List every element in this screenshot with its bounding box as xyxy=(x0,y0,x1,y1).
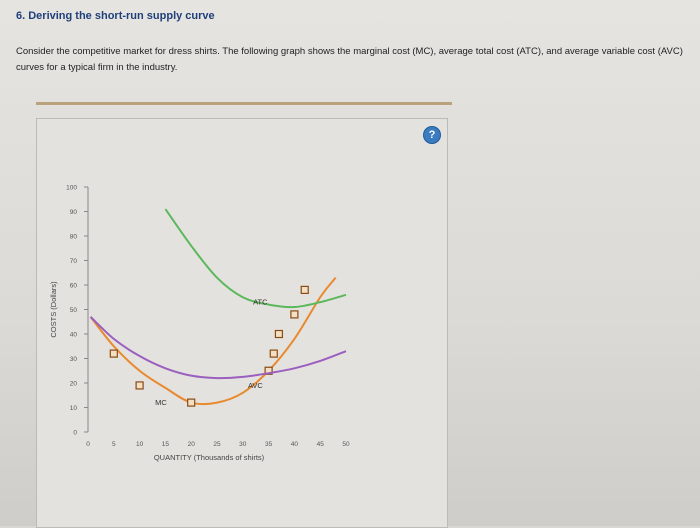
y-tick-label: 100 xyxy=(66,184,77,192)
mc-curve[interactable] xyxy=(91,278,336,404)
y-tick-label: 80 xyxy=(69,233,77,241)
mc-label: MC xyxy=(155,398,167,408)
x-tick-label: 25 xyxy=(213,441,221,448)
mc-point[interactable] xyxy=(291,311,298,318)
atc-label: ATC xyxy=(253,297,268,307)
y-tick-label: 60 xyxy=(69,282,77,290)
help-icon[interactable]: ? xyxy=(423,126,441,144)
x-tick-label: 20 xyxy=(187,441,195,448)
x-tick-label: 45 xyxy=(316,441,324,448)
y-tick-label: 50 xyxy=(69,307,77,314)
x-tick-label: 40 xyxy=(290,441,299,448)
y-tick-label: 20 xyxy=(69,380,77,388)
mc-point[interactable] xyxy=(301,286,308,293)
mc-point[interactable] xyxy=(270,350,277,357)
x-tick-label: 35 xyxy=(264,441,273,448)
question-title: 6. Deriving the short-run supply curve xyxy=(16,10,215,22)
x-axis-label: QUANTITY (Thousands of shirts) xyxy=(153,453,265,462)
mc-point[interactable] xyxy=(136,382,143,389)
y-tick-label: 30 xyxy=(69,356,77,363)
y-tick-label: 90 xyxy=(69,209,77,216)
x-tick-label: 15 xyxy=(161,441,170,448)
mc-point[interactable] xyxy=(110,350,117,357)
y-tick-label: 0 xyxy=(73,429,77,437)
x-tick-label: 5 xyxy=(111,441,116,448)
x-tick-label: 10 xyxy=(135,441,144,448)
question-description: Consider the competitive market for dress shirts. The following graph shows the marginal cost (MC), average total cost (ATC), and average variable cost (AVC) curves for a typical firm in the industry. xyxy=(16,46,683,73)
x-tick-label: 50 xyxy=(342,441,350,448)
atc-curve[interactable] xyxy=(165,209,346,307)
avc-curve[interactable] xyxy=(91,317,346,378)
mc-point[interactable] xyxy=(188,399,195,406)
avc-label: AVC xyxy=(247,380,263,390)
x-tick-label: 30 xyxy=(239,441,247,448)
y-axis-label: COSTS (Dollars) xyxy=(49,281,58,338)
y-tick-label: 40 xyxy=(69,331,77,339)
y-tick-label: 10 xyxy=(69,405,77,412)
x-tick-label: 0 xyxy=(86,441,90,448)
y-tick-label: 70 xyxy=(69,258,77,265)
mc-point[interactable] xyxy=(275,331,282,338)
